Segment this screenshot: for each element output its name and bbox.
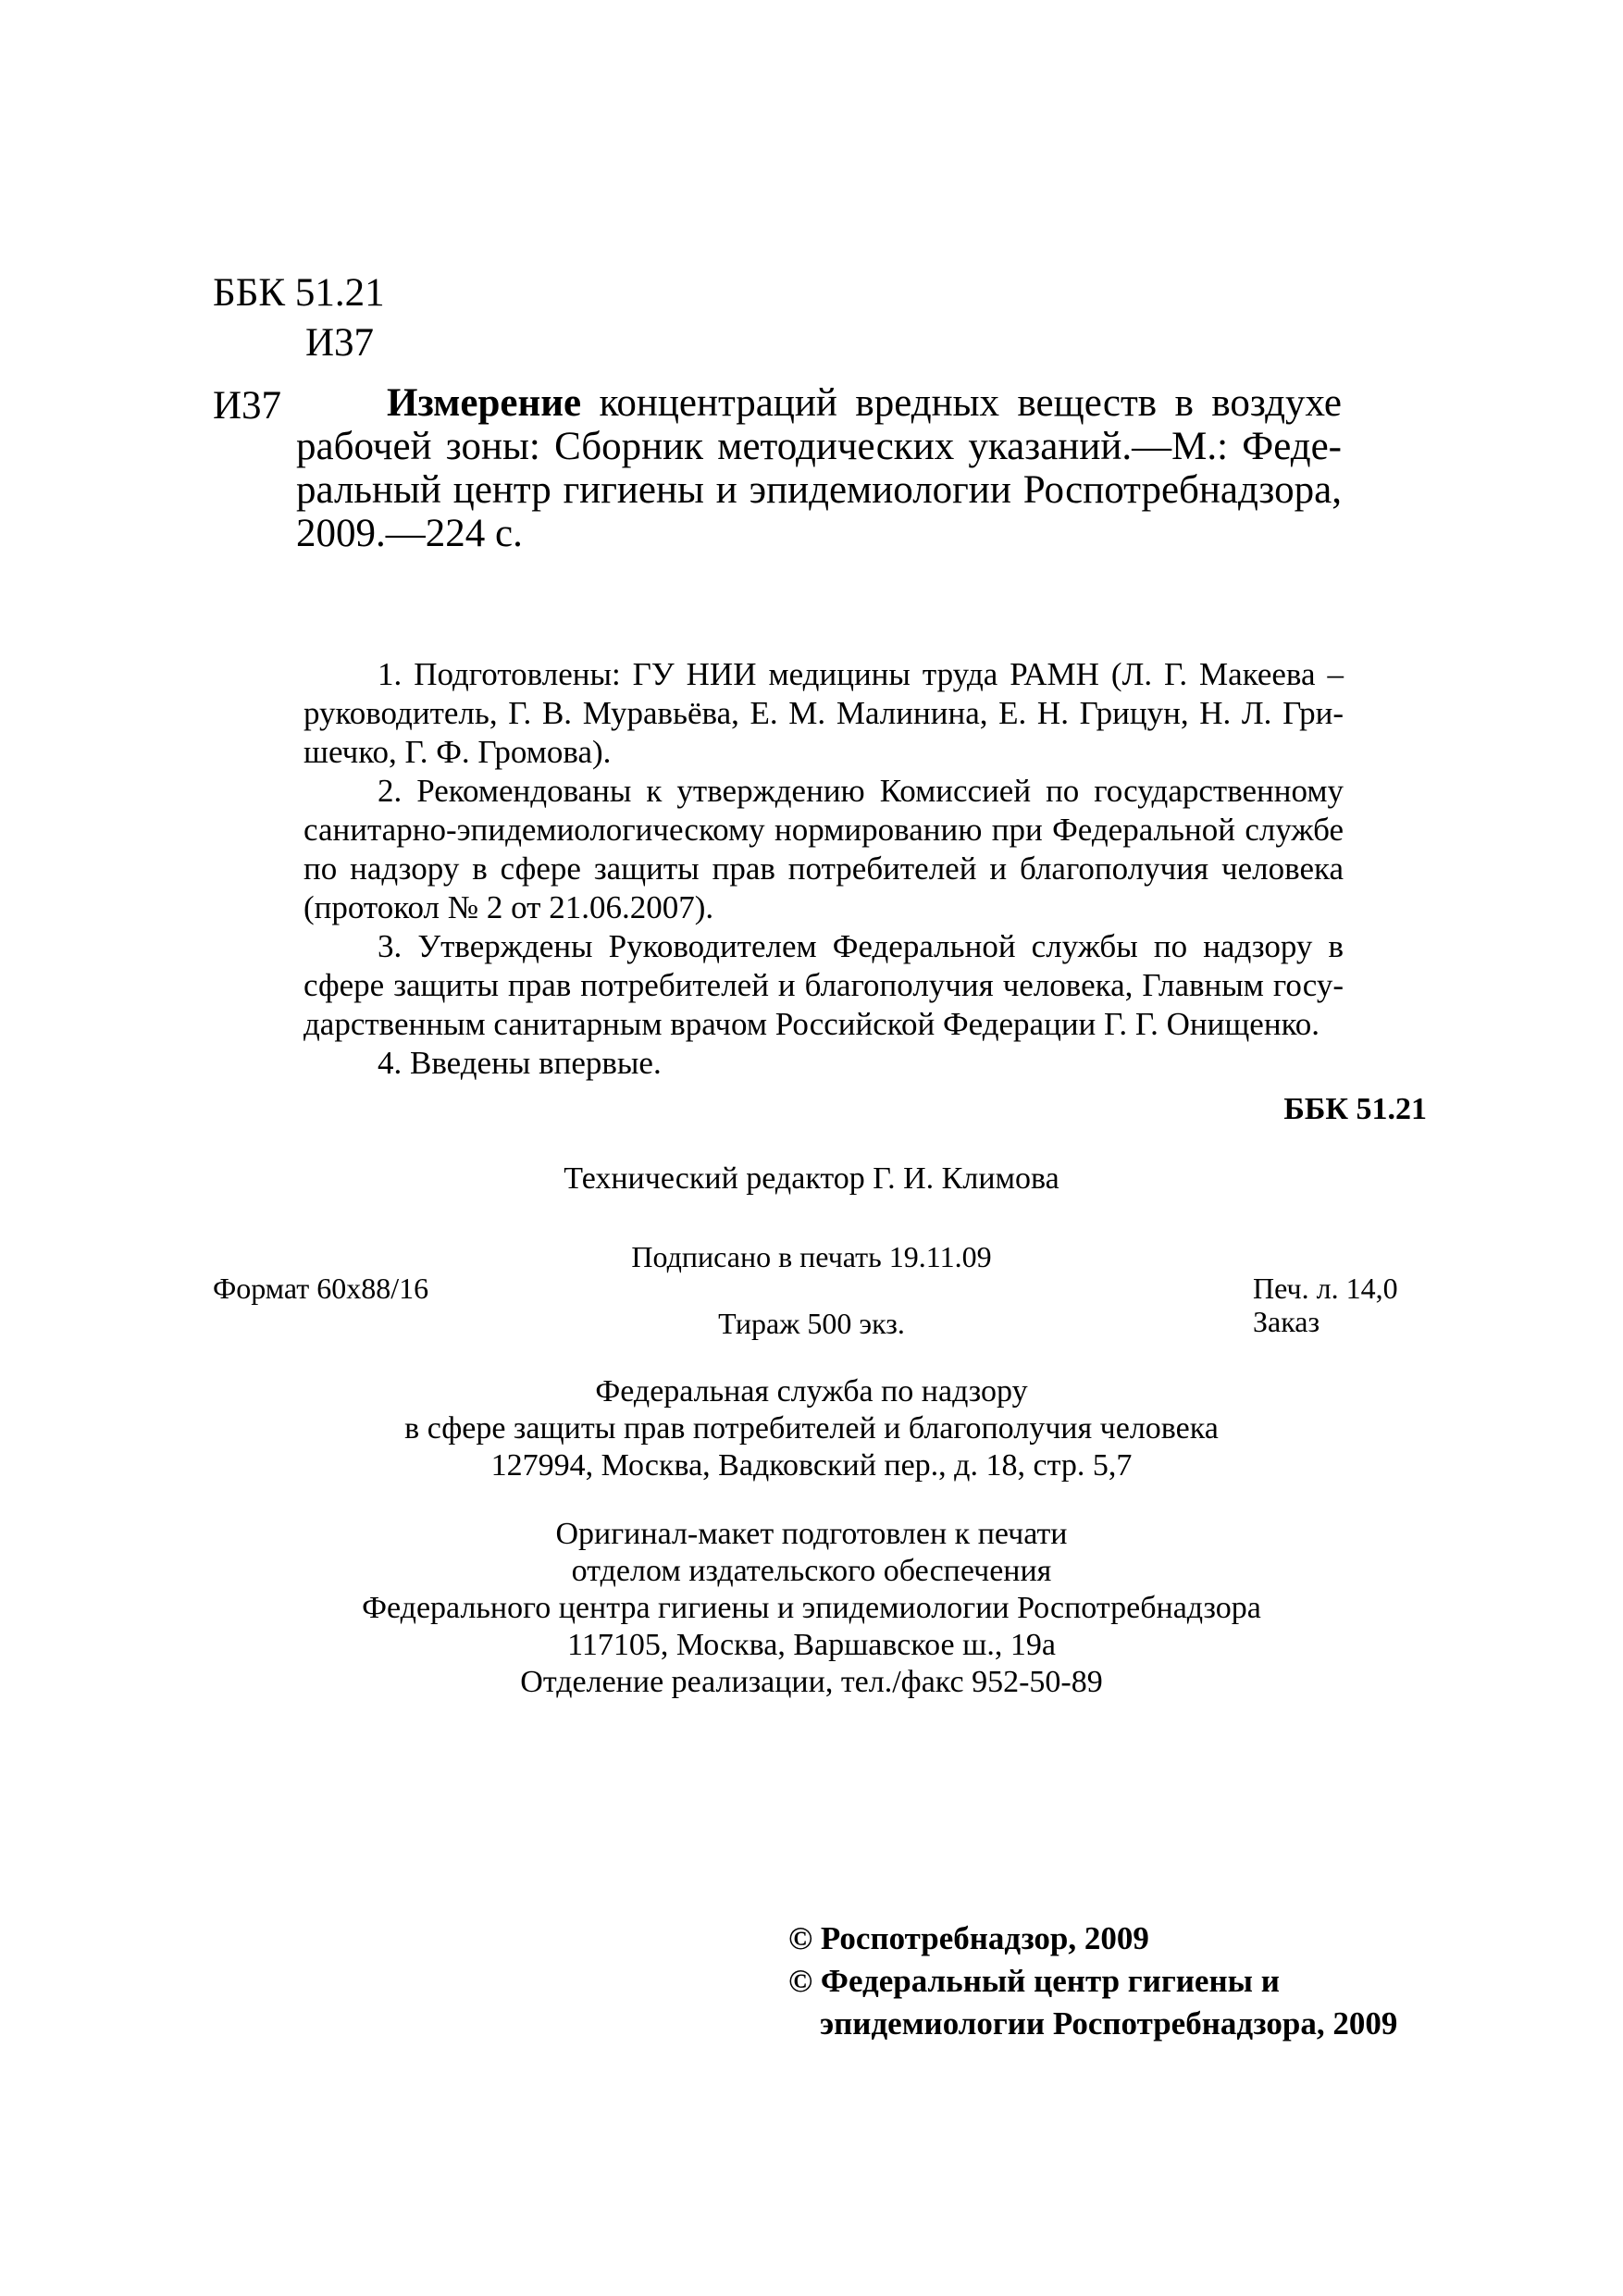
note-2-line-1: 2. Рекомендованы к утверждению Комиссией по государственному [378,773,1344,809]
note-3-line-3: дарственным санитарным врачом Российской Федерации Г. Г. Онищенко. [304,1006,1320,1042]
bbk-code: ББК 51.21 [213,271,385,315]
bbk-classification [213,268,385,368]
publisher-address: 127994, Москва, Вадковский пер., д. 18, стр. 5,7 [490,1448,1133,1483]
entry-line-1 [296,381,1342,425]
printed-sheets: Печ. л. 14,0 [1253,1272,1398,1305]
layout-line-2: отделом издательского обеспечения [571,1554,1052,1588]
note-3-line-2: сфере защиты прав потребителей и благополучия человека, Главным госу- [304,967,1344,1003]
tech-editor: Технический редактор Г. И. Климова [564,1161,1059,1196]
signed-date: Подписано в печать 19.11.09 [631,1240,992,1273]
entry-line-3: ральный центр гигиены и эпидемиологии Роспотребнадзора, [296,468,1342,512]
layout-address: 117105, Москва, Варшавское ш., 19а [567,1628,1056,1662]
copyright-block [788,1917,1397,2045]
entry-line-4: 2009.—224 с. [296,512,523,555]
publisher-line-2: в сфере защиты прав потребителей и благополучия человека [404,1411,1219,1446]
annotation-notes [304,655,1344,1083]
order: Заказ [1253,1305,1320,1338]
copyright-2-line-2: эпидемиологии Роспотребнадзора, 2009 [820,2005,1398,2042]
note-1-line-2: руководитель, Г. В. Муравьёва, Е. М. Малинина, Е. Н. Грицун, Н. Л. Гри- [304,695,1344,731]
bbk-code-bottom: ББК 51.21 [1283,1092,1427,1126]
entry-title-bold: Измерение [387,381,582,425]
entry-line-1-rest: концентраций вредных веществ в воздухе [581,381,1342,425]
entry-line-2: рабочей зоны: Сборник методических указаний.—М.: Феде- [296,425,1342,468]
note-3-line-1: 3. Утверждены Руководителем Федеральной службы по надзору в [378,928,1344,964]
note-2-line-3: по надзору в сфере защиты прав потребителей и благополучия человека [304,850,1344,887]
copyright-2-line-1: © Федеральный центр гигиены и [788,1963,1280,1999]
note-1-line-3: шечко, Г. Ф. Громова). [304,734,612,770]
note-1-line-1: 1. Подготовлены: ГУ НИИ медицины труда РАМН (Л. Г. Макеева – [378,656,1344,692]
format: Формат 60x88/16 [213,1272,429,1305]
copyright-1: © Роспотребнадзор, 2009 [788,1920,1149,1956]
entry-author-mark: И37 [213,384,282,428]
note-4-line-1: 4. Введены впервые. [378,1045,662,1081]
bibliographic-entry [296,381,1342,555]
sales-department: Отделение реализации, тел./факс 952-50-89 [520,1665,1103,1699]
layout-line-3: Федерального центра гигиены и эпидемиологии Роспотребнадзора [362,1591,1261,1625]
author-mark: И37 [305,321,375,365]
layout-line-1: Оригинал-макет подготовлен к печати [555,1517,1068,1551]
note-2-line-4: (протокол № 2 от 21.06.2007). [304,889,714,925]
publisher-line-1: Федеральная служба по надзору [595,1374,1028,1409]
print-run: Тираж 500 экз. [718,1307,905,1340]
note-2-line-2: санитарно-эпидемиологическому нормированию при Федеральной службе [304,812,1344,848]
